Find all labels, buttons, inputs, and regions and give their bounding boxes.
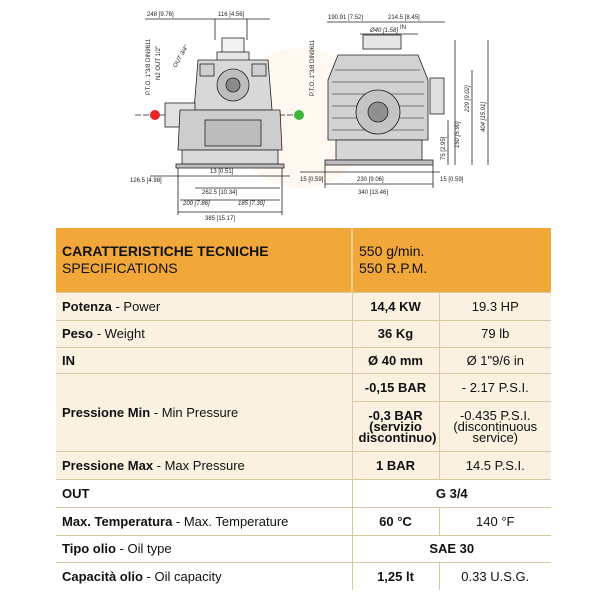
pmax-label-it: Pressione Max xyxy=(62,457,154,473)
power-label-en: - Power xyxy=(111,298,161,314)
port-label-out: OUT 3/4" xyxy=(172,44,191,69)
dim-385: 385 [15.17] xyxy=(205,216,236,222)
dim-185: 185 [7.30] xyxy=(238,201,265,207)
temp-imperial: 140 °F xyxy=(439,507,551,535)
header-title-en: SPECIFICATIONS xyxy=(62,259,178,276)
dim-248: 248 [9.76] xyxy=(147,12,174,18)
in-label: IN xyxy=(400,25,406,31)
dim-262: 262.5 [10.34] xyxy=(202,190,238,196)
row-oil-type xyxy=(56,535,551,562)
dim-230: 230 [9.06] xyxy=(357,177,384,183)
header-speed-2: 550 R.P.M. xyxy=(359,259,428,276)
port-label-pto: P.T.O. 1"3/8 DIN9611 xyxy=(146,38,152,95)
pmin-metric-1: -0,15 BAR xyxy=(352,373,439,401)
in-metric: Ø 40 mm xyxy=(352,347,439,373)
pmin-metric-2-cell xyxy=(352,401,439,451)
oil-cap-metric: 1,25 lt xyxy=(352,562,439,590)
row-pmax xyxy=(56,451,551,479)
dim-229: 229 [9.02] xyxy=(465,85,471,112)
green-dot-icon xyxy=(294,110,304,120)
power-label-it: Potenza xyxy=(62,298,112,314)
power-imperial: 19.3 HP xyxy=(439,292,551,320)
dim-116: 116 [4.56] xyxy=(218,12,245,18)
row-weight-label xyxy=(56,320,352,347)
temp-label-cell xyxy=(56,507,352,535)
pto-label-right: P.T.O. 1"3/8 DIN9611 xyxy=(310,39,316,96)
weight-label-it: Peso xyxy=(62,326,94,341)
pmin-label-cell xyxy=(56,373,352,451)
oil-type-label-cell xyxy=(56,535,352,562)
specifications-table xyxy=(56,228,551,590)
row-oil-capacity xyxy=(56,562,551,590)
header-title-it: CARATTERISTICHE TECNICHE xyxy=(62,242,269,259)
pmin-metric-2-note: (servizio discontinuo) xyxy=(358,418,437,445)
dim-15-right: 15 [0.59] xyxy=(440,177,464,183)
temp-label-it: Max. Temperatura xyxy=(62,513,173,529)
weight-label-en: - Weight xyxy=(93,326,145,341)
oil-type-label-en: - Oil type xyxy=(115,541,172,556)
dim-75: 75 [2.95] xyxy=(441,136,447,160)
pmax-imperial: 14.5 P.S.I. xyxy=(439,451,551,479)
pump-drawing-svg xyxy=(0,0,600,228)
row-temp xyxy=(56,507,551,535)
dim-190: 190.91 [7.52] xyxy=(328,15,364,21)
weight-imperial: 79 lb xyxy=(439,320,551,347)
pmax-label-cell xyxy=(56,451,352,479)
pmin-label-en: - Min Pressure xyxy=(150,404,239,420)
header-speed-cell xyxy=(352,228,551,292)
oil-cap-label-en: - Oil capacity xyxy=(142,568,222,584)
right-view xyxy=(300,22,488,188)
row-power xyxy=(56,292,551,320)
oil-cap-label-cell xyxy=(56,562,352,590)
red-dot-icon xyxy=(150,110,160,120)
row-in xyxy=(56,347,551,373)
pmin-imperial-1: - 2.17 P.S.I. xyxy=(439,373,551,401)
dim-126: 126.5 [4.98] xyxy=(130,178,162,184)
oil-cap-imperial: 0.33 U.S.G. xyxy=(439,562,551,590)
pmin-label-it: Pressione Min xyxy=(62,404,151,420)
row-power-label xyxy=(56,292,352,320)
in-label-cell: IN xyxy=(56,347,352,373)
dim-340: 340 [13.46] xyxy=(358,190,389,196)
pmin-metric-2: -0,3 BAR xyxy=(368,407,423,423)
temp-label-en: - Max. Temperature xyxy=(172,513,289,529)
header-speed-1: 550 g/min. xyxy=(359,242,425,259)
dim-15-left: 15 [0.59] xyxy=(300,177,324,183)
weight-metric: 36 Kg xyxy=(352,320,439,347)
dim-13: 13 [0.51] xyxy=(210,169,234,175)
pmax-label-en: - Max Pressure xyxy=(153,457,245,473)
dim-214: 214.5 [8.45] xyxy=(388,15,420,21)
technical-drawing xyxy=(0,0,600,228)
dim-404: 404 [15.91] xyxy=(481,101,487,132)
out-label-cell: OUT xyxy=(56,479,352,507)
row-out xyxy=(56,479,551,507)
pmax-metric: 1 BAR xyxy=(352,451,439,479)
power-metric: 14,4 KW xyxy=(352,292,439,320)
port-label-n2-out: N2 OUT 1/2" xyxy=(156,45,162,80)
pmin-imperial-2-cell xyxy=(439,401,551,451)
table-header xyxy=(56,228,551,292)
header-title-cell xyxy=(56,228,352,292)
oil-type-value: SAE 30 xyxy=(352,535,551,562)
oil-type-label-it: Tipo olio xyxy=(62,541,116,556)
dim-200: 200 [7.86] xyxy=(183,201,210,207)
pmin-imperial-2-note: (discontinuous service) xyxy=(453,418,538,445)
pmin-imperial-2: -0.435 P.S.I. xyxy=(459,407,531,423)
in-imperial: Ø 1"9/6 in xyxy=(439,347,551,373)
dim-150: 150 [5.90] xyxy=(455,121,461,148)
temp-metric: 60 °C xyxy=(352,507,439,535)
oil-cap-label-it: Capacità olio xyxy=(62,568,143,584)
row-pmin-1 xyxy=(56,373,551,401)
out-value: G 3/4 xyxy=(352,479,551,507)
row-weight xyxy=(56,320,551,347)
dim-40: Ø40 [1.58] xyxy=(370,28,399,34)
